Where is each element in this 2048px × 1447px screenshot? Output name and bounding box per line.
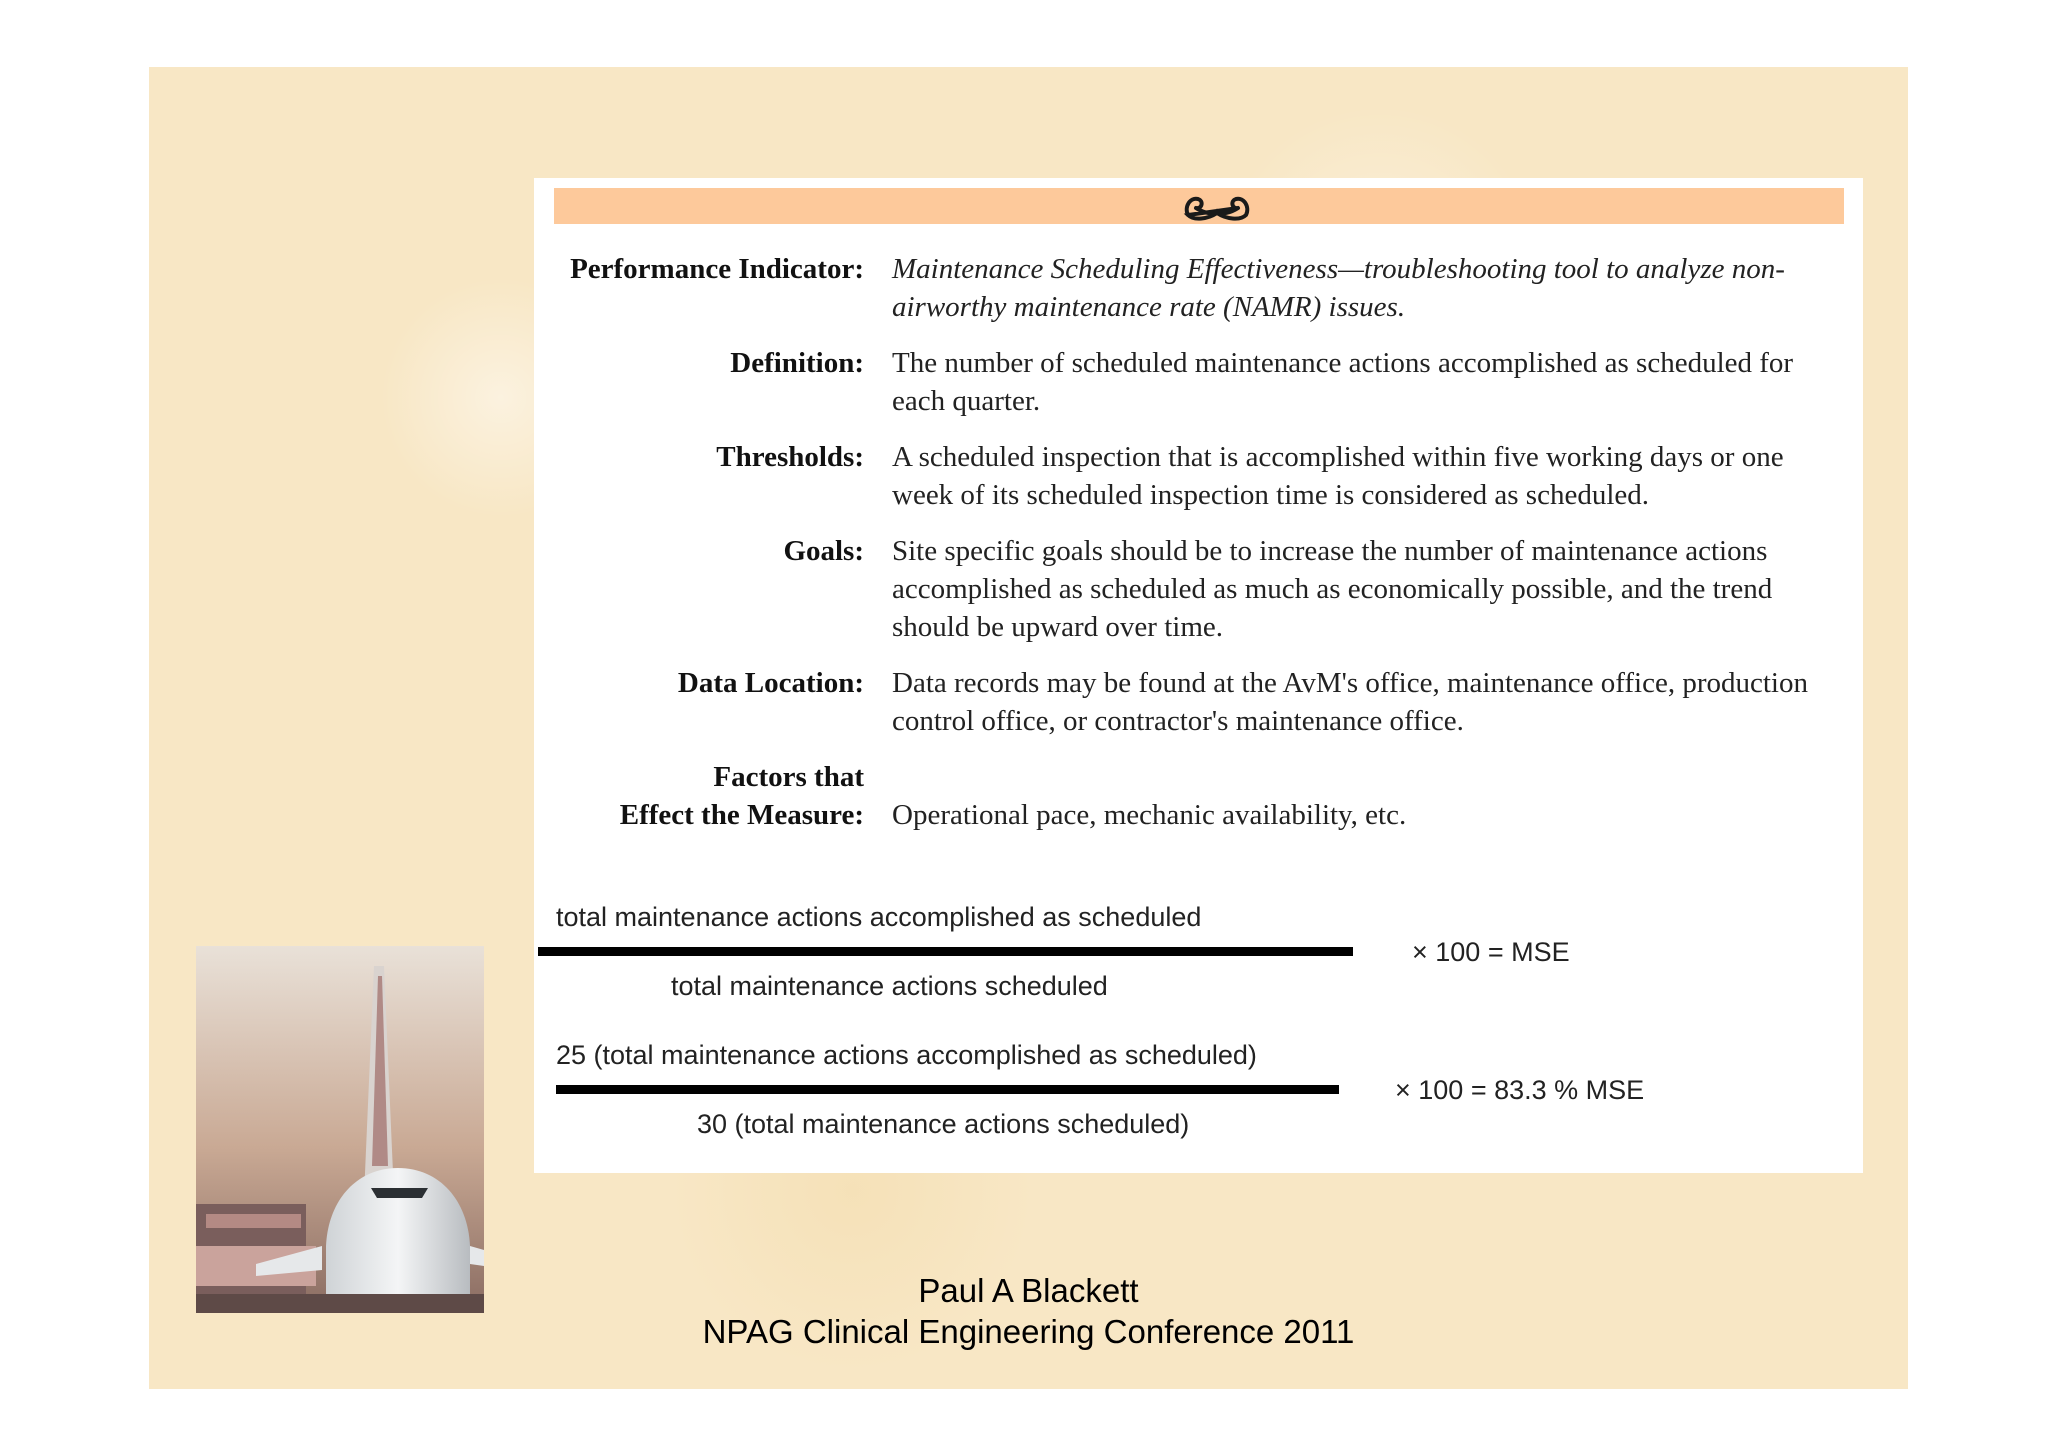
- row-label: Definition:: [730, 347, 864, 379]
- row-value: Maintenance Scheduling Effectiveness—troubleshooting tool to analyze non-airworthy maintenance rate (NAMR) issues.: [892, 253, 1785, 323]
- row-data-location: [534, 664, 1863, 740]
- factors-value: Operational pace, mechanic availability, etc.: [892, 799, 1407, 831]
- formula-numerator: total maintenance actions accomplished as scheduled: [556, 902, 1202, 932]
- formula-numerator: 25 (total maintenance actions accomplished as scheduled): [556, 1040, 1257, 1070]
- factors-label-line2: Effect the Measure:: [619, 799, 864, 831]
- row-value: [892, 758, 1822, 834]
- airplane-image: [196, 946, 484, 1313]
- fraction-bar: [556, 1085, 1339, 1094]
- row-value: Site specific goals should be to increase the number of maintenance actions accomplished as scheduled as much as economically possible, and the trend should be upward over time.: [892, 535, 1773, 643]
- formula-denominator: total maintenance actions scheduled: [671, 971, 1108, 1001]
- row-performance-indicator: [534, 250, 1863, 326]
- definition-rows: [534, 250, 1863, 852]
- row-label: Goals:: [783, 535, 864, 567]
- row-value: A scheduled inspection that is accomplished within five working days or one week of its scheduled inspection time is considered as scheduled.: [892, 441, 1784, 511]
- factors-label-line1: Factors that: [713, 761, 864, 793]
- row-label-factors: [534, 758, 892, 834]
- footer-author: Paul A Blackett: [918, 1272, 1139, 1309]
- row-definition: [534, 344, 1863, 420]
- airplane-photo: [196, 946, 484, 1313]
- ornament-icon: [1182, 189, 1252, 225]
- header-banner: [554, 188, 1844, 224]
- row-thresholds: [534, 438, 1863, 514]
- row-value: The number of scheduled maintenance actions accomplished as scheduled for each quarter.: [892, 347, 1794, 417]
- row-label: Performance Indicator:: [570, 253, 864, 285]
- row-label: Data Location:: [677, 667, 864, 699]
- row-factors: [534, 758, 1863, 834]
- formula-result: × 100 = 83.3 % MSE: [1395, 1075, 1645, 1105]
- content-panel: [534, 178, 1863, 1173]
- row-value: Data records may be found at the AvM's office, maintenance office, production control office, or contractor's maintenance office.: [892, 667, 1808, 737]
- formula-denominator: 30 (total maintenance actions scheduled): [697, 1109, 1190, 1139]
- slide: [149, 67, 1908, 1389]
- row-goals: [534, 532, 1863, 646]
- formula-result: × 100 = MSE: [1412, 937, 1570, 967]
- footer-event: NPAG Clinical Engineering Conference 2011: [702, 1313, 1355, 1350]
- row-label: Thresholds:: [716, 441, 864, 473]
- fraction-bar: [538, 947, 1353, 956]
